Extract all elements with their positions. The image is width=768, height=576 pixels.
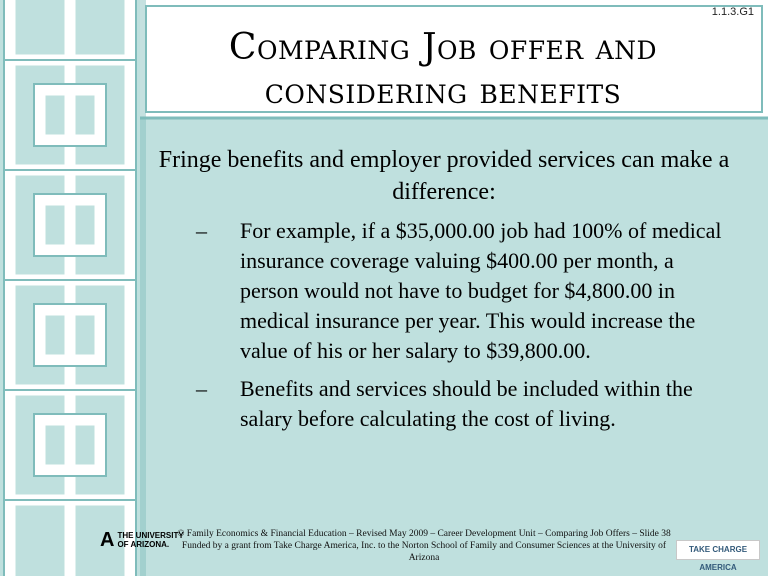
bullet-list bbox=[196, 216, 736, 442]
dash-marker: – bbox=[196, 376, 207, 401]
title-line-1: Comparing Job offer and bbox=[228, 27, 658, 68]
bullet-text: Benefits and services should be included within the salary before calculating the cost of living. bbox=[240, 376, 693, 431]
bullet-item bbox=[196, 216, 736, 366]
ua-mark-icon: A bbox=[100, 529, 115, 551]
take-charge-america-logo: TAKE CHARGE AMERICA bbox=[676, 540, 760, 560]
footer-line-1: © Family Economics & Financial Education – Revised May 2009 – Career Development Unit – Comparing Job Offers – Slide 38 bbox=[177, 529, 671, 539]
title-line-2: considering benefits bbox=[264, 71, 622, 112]
bullet-item bbox=[196, 374, 736, 434]
slide-code: 1.1.3.G1 bbox=[711, 6, 754, 18]
intro-text: Fringe benefits and employer provided services can make a difference: bbox=[158, 147, 730, 205]
university-name-line-2: OF ARIZONA. bbox=[117, 540, 170, 549]
footer-line-2: Funded by a grant from Take Charge America, Inc. to the Norton School of Family and Consumer Sciences at the University of Arizona bbox=[181, 541, 667, 563]
university-name-line-1: THE UNIVERSITY bbox=[117, 531, 184, 540]
bullet-text: For example, if a $35,000.00 job had 100% of medical insurance coverage valuing $400.00 per month, a person would not have to budget for $4,800.00 in medical insurance per year. This would increase the value of his or her salary to $39,800.00. bbox=[240, 218, 722, 363]
dash-marker: – bbox=[196, 218, 207, 243]
footer-credits bbox=[170, 528, 678, 564]
slide-title bbox=[148, 26, 738, 114]
